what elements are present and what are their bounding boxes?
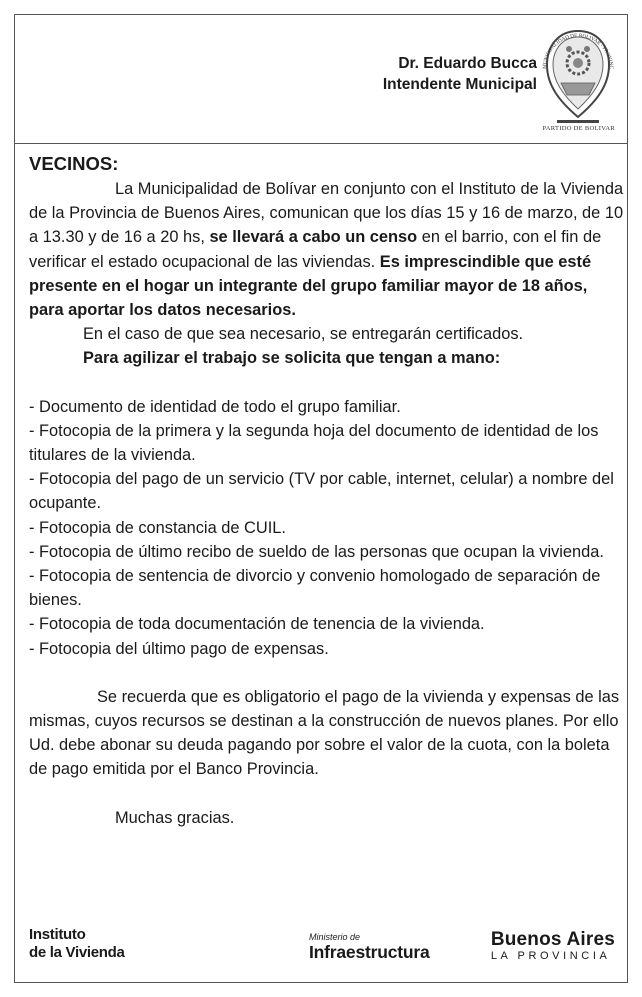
ivba-logo	[29, 926, 125, 962]
header	[15, 15, 627, 145]
ivba-logo-line2: de la Vivienda	[29, 944, 125, 961]
spacer	[29, 371, 625, 395]
list-item: - Fotocopia del último pago de expensas.	[29, 639, 329, 658]
paragraph-payment: Se recuerda que es obligatorio el pago de la vivienda y expensas de las mismas, cuyos recursos se destinan a la construcción de nuevos planes. Por ello Ud. debe abonar su deuda pagando por sobre el valor de la cuota, con la boleta de pago emitida por el Banco Provincia.	[29, 687, 620, 779]
census-text-c: en el barrio, con el fin de verificar el estado ocupacional de las viviendas.	[29, 228, 602, 271]
document-frame	[14, 14, 628, 983]
greeting: VECINOS:	[29, 153, 119, 174]
seal-caption: PARTIDO DE BOLIVAR	[542, 125, 615, 132]
list-item: - Fotocopia del pago de un servicio (TV por cable, internet, celular) a nombre del ocupante.	[29, 470, 614, 513]
ministerio-logo-small: Ministerio de	[309, 932, 361, 942]
census-text-a: La Municipalidad de Bolívar en conjunto con el Instituto de la Vivienda de la Provincia de Buenos Aires, comunican que los días 15 y 16 de marzo, de 10 a 13.30 y de 16 a 20 hs,	[29, 180, 624, 247]
paragraph-certificates: En el caso de que sea necesario, se entregarán certificados.	[83, 325, 524, 344]
header-divider	[15, 143, 627, 144]
spacer	[29, 661, 625, 685]
list-item: - Fotocopia de constancia de CUIL.	[29, 518, 286, 537]
buenos-aires-logo-big: Buenos Aires	[490, 929, 615, 950]
signatory-role: Intendente Municipal	[382, 76, 537, 93]
ivba-logo-line1: Instituto	[29, 926, 86, 943]
spacer	[29, 782, 625, 806]
signatory-name: Dr. Eduardo Bucca	[398, 55, 537, 72]
list-item: - Documento de identidad de todo el grupo familiar.	[29, 397, 401, 416]
list-item: - Fotocopia de sentencia de divorcio y convenio homologado de separación de bienes.	[29, 567, 601, 610]
paragraph-census	[29, 177, 625, 322]
closing: Muchas gracias.	[115, 808, 235, 827]
requirements-list	[29, 395, 625, 661]
ministerio-logo-big: Infraestructura	[309, 942, 430, 962]
buenos-aires-logo-small: LA PROVINCIA	[490, 950, 611, 962]
list-item: - Fotocopia de toda documentación de tenencia de la vivienda.	[29, 615, 485, 634]
seal-ring-text: MUNICIPALIDAD DE BOLIVAR - PROVINC	[541, 32, 615, 70]
census-text-bold-d: Es imprescindible que esté presente en el hogar un integrante del grupo familiar mayor de 18 años, para aportar los datos necesarios.	[29, 252, 592, 320]
letter-body	[29, 151, 625, 830]
list-item: - Fotocopia de la primera y la segunda hoja del documento de identidad de los titulares de la vivienda.	[29, 421, 599, 465]
census-text-bold-a: se llevará a cabo un censo	[209, 228, 418, 247]
municipal-seal-icon	[539, 21, 617, 133]
ministerio-logo	[309, 932, 430, 962]
footer-logos	[15, 902, 627, 982]
list-item: - Fotocopia de último recibo de sueldo de las personas que ocupan la vivienda.	[29, 542, 604, 561]
buenos-aires-logo	[491, 930, 615, 963]
paragraph-request: Para agilizar el trabajo se solicita que tengan a mano:	[83, 349, 501, 368]
signatory-block	[383, 53, 537, 95]
